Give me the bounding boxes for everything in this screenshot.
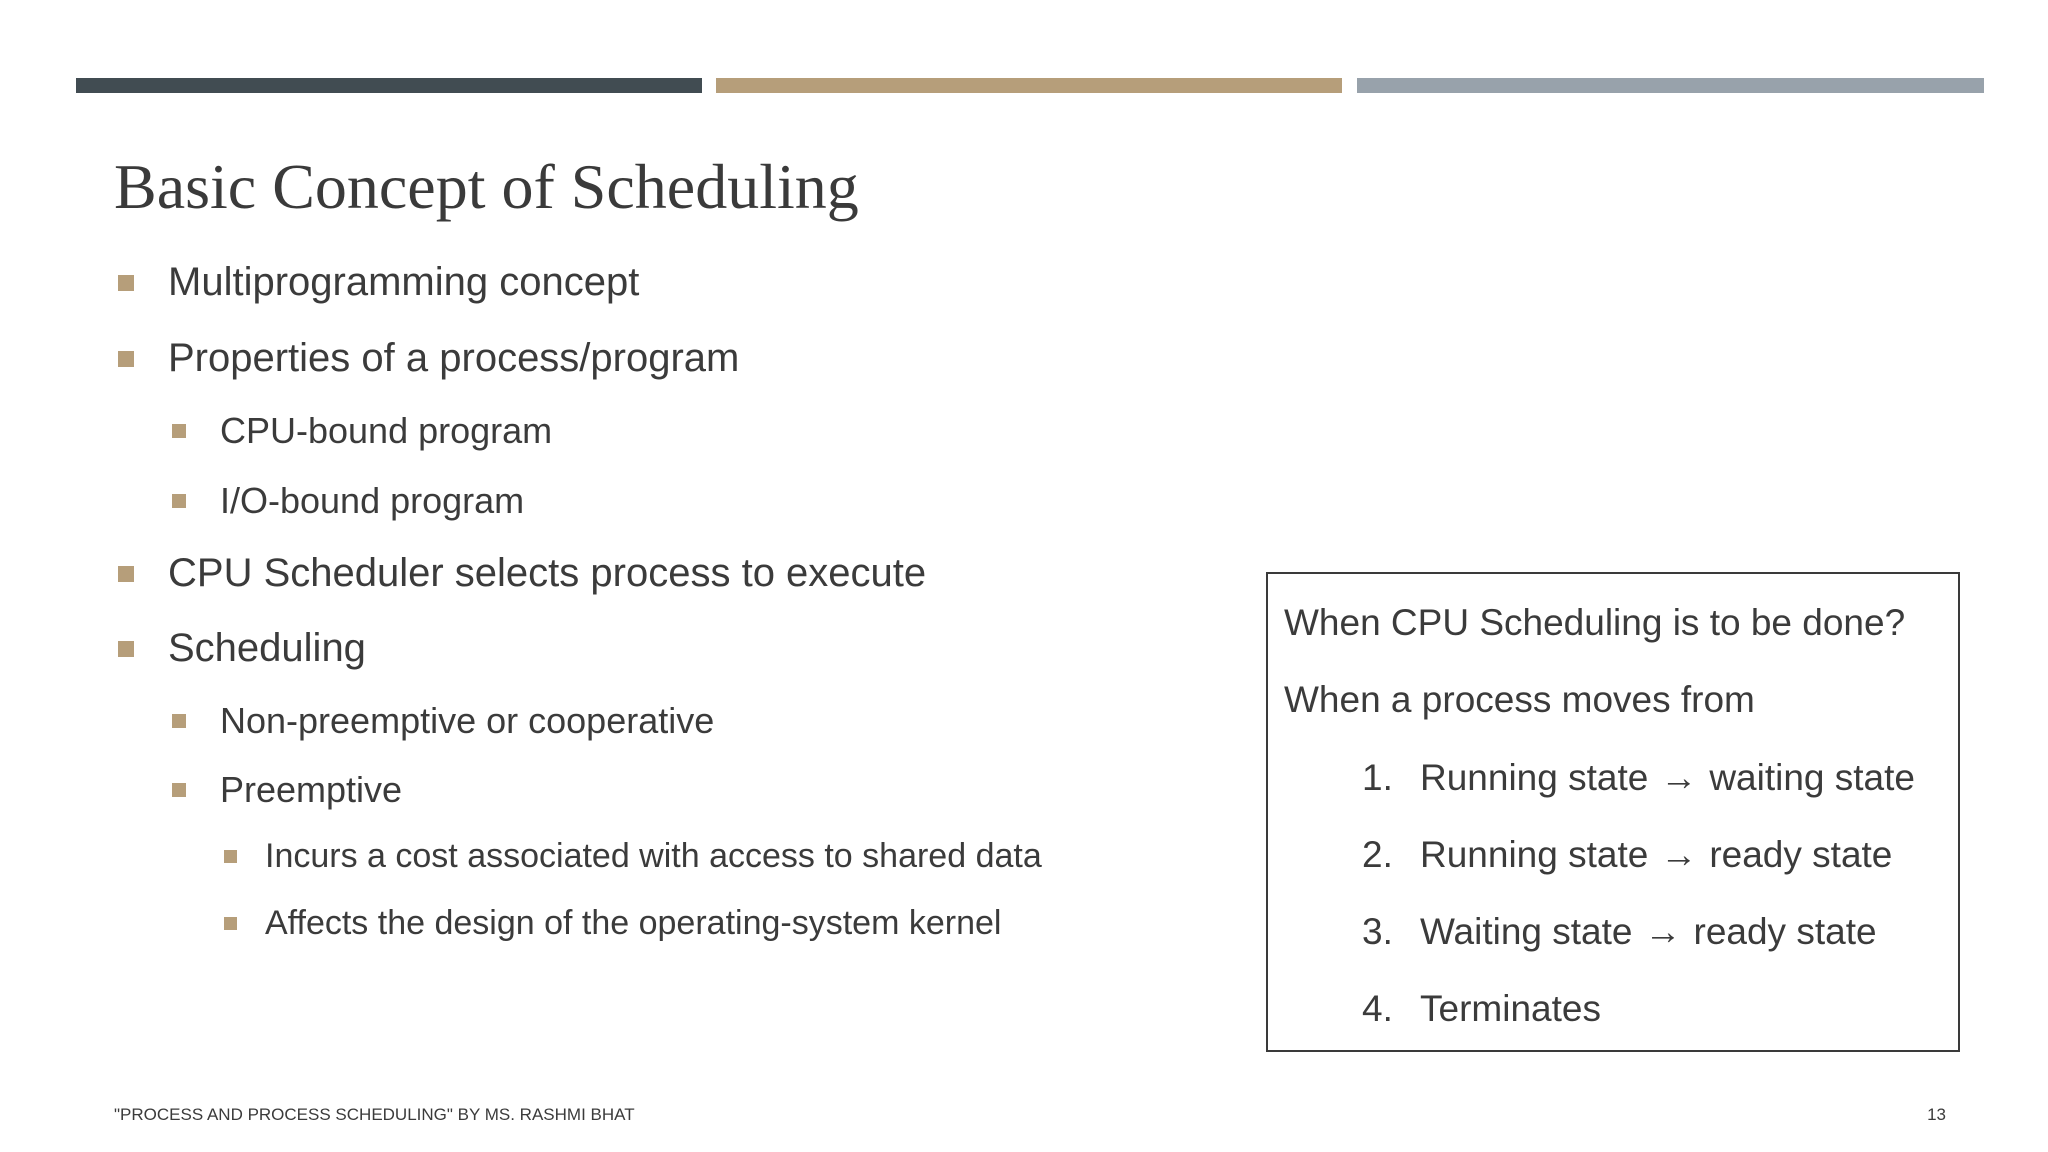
from-state: Running state xyxy=(1420,834,1649,875)
bullet-text: CPU-bound program xyxy=(220,410,553,451)
transition-item xyxy=(1362,757,1915,799)
arrow-right-icon: → xyxy=(1660,834,1698,875)
item-number: 1. xyxy=(1362,757,1393,798)
bullet-text: CPU Scheduler selects process to execute xyxy=(168,551,927,595)
page-number: 13 xyxy=(1927,1105,1946,1124)
bullet-item xyxy=(118,551,926,596)
sub-bullet-item xyxy=(172,769,402,811)
terminate-text: Terminates xyxy=(1420,988,1601,1029)
bullet-square-icon xyxy=(118,275,134,291)
bullet-square-icon xyxy=(224,917,237,930)
bullet-text: Incurs a cost associated with access to shared data xyxy=(265,837,1042,875)
bullet-item xyxy=(118,260,639,305)
transition-item xyxy=(1362,988,1601,1030)
bullet-square-icon xyxy=(118,351,134,367)
to-state: ready state xyxy=(1709,834,1893,875)
item-number: 4. xyxy=(1362,988,1393,1029)
bullet-item xyxy=(118,626,366,671)
bullet-text: Scheduling xyxy=(168,626,366,670)
from-state: Waiting state xyxy=(1420,911,1633,952)
bullet-text: Preemptive xyxy=(220,769,403,810)
sub-bullet-item xyxy=(172,480,524,522)
from-state: Running state xyxy=(1420,757,1649,798)
bullet-text: Properties of a process/program xyxy=(168,336,740,380)
bullet-square-icon xyxy=(118,566,134,582)
item-number: 2. xyxy=(1362,834,1393,875)
bullet-text: Affects the design of the operating-system kernel xyxy=(265,904,1002,942)
slide-title: Basic Concept of Scheduling xyxy=(114,151,859,222)
bullet-text: Non-preemptive or cooperative xyxy=(220,700,715,741)
transition-item xyxy=(1362,911,1877,953)
bullet-square-icon xyxy=(172,714,186,728)
bullet-square-icon xyxy=(224,850,237,863)
bullet-item xyxy=(118,336,739,381)
bullet-square-icon xyxy=(118,641,134,657)
top-accent-bar-gray xyxy=(1357,78,1984,93)
sub-bullet-item xyxy=(172,700,714,742)
arrow-right-icon: → xyxy=(1644,911,1682,952)
arrow-right-icon: → xyxy=(1660,757,1698,798)
box-question: When CPU Scheduling is to be done? xyxy=(1284,602,1906,643)
sub-sub-bullet-item xyxy=(224,904,1001,943)
sub-bullet-item xyxy=(172,410,552,452)
box-intro: When a process moves from xyxy=(1284,679,1755,720)
footer-credit: "PROCESS AND PROCESS SCHEDULING" BY MS. RASHMI BHAT xyxy=(114,1105,635,1124)
bullet-square-icon xyxy=(172,783,186,797)
to-state: ready state xyxy=(1693,911,1877,952)
bullet-text: Multiprogramming concept xyxy=(168,260,640,304)
item-number: 3. xyxy=(1362,911,1393,952)
to-state: waiting state xyxy=(1709,757,1915,798)
scheduling-conditions-box xyxy=(1266,572,1960,1052)
bullet-text: I/O-bound program xyxy=(220,480,525,521)
bullet-square-icon xyxy=(172,494,186,508)
sub-sub-bullet-item xyxy=(224,837,1042,876)
transition-item xyxy=(1362,834,1892,876)
bullet-square-icon xyxy=(172,424,186,438)
